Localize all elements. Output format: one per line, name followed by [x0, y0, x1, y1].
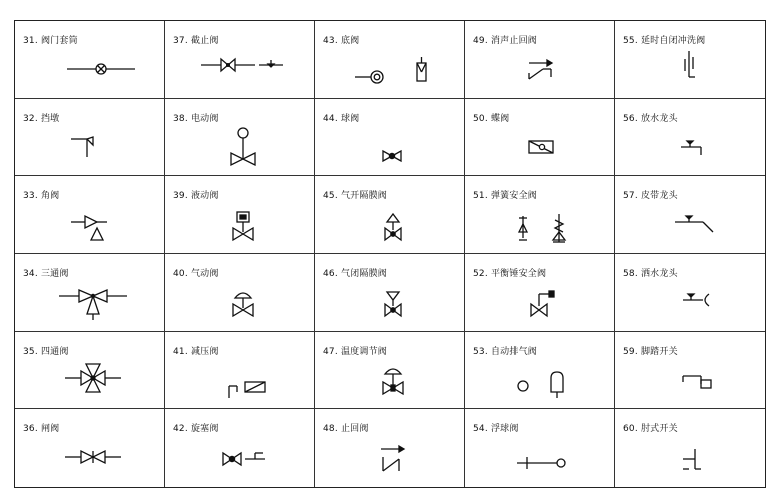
- symbol-label: 35. 四通阀: [23, 346, 69, 357]
- ball-valve-icon: [315, 125, 465, 173]
- plug-valve-icon: [165, 435, 315, 483]
- symbol-label: 31. 阀门套筒: [23, 36, 78, 46]
- table-cell: [165, 99, 315, 177]
- pressure-reducing-valve-icon: [165, 358, 315, 406]
- symbol-label: 52. 平衡锤安全阀: [473, 268, 547, 279]
- symbol-label: 39. 液动阀: [173, 191, 219, 202]
- symbol-label: 48. 止回阀: [323, 424, 369, 435]
- table-cell: [615, 99, 765, 177]
- table-cell: [465, 176, 615, 254]
- table-cell: [315, 409, 465, 487]
- air-close-diaphragm-valve-icon: [315, 280, 465, 328]
- symbol-label: 59. 脚踏开关: [623, 346, 678, 357]
- symbol-label: 43. 底阀: [323, 36, 360, 46]
- symbol-label: 42. 旋塞阀: [173, 424, 219, 435]
- table-cell: [165, 409, 315, 487]
- table-cell: [315, 254, 465, 332]
- symbol-label: 47. 温度调节阀: [323, 346, 387, 357]
- symbol-label: 51. 弹簧安全阀: [473, 191, 537, 202]
- silencer-check-valve-icon: [465, 47, 615, 95]
- table-cell: [165, 332, 315, 410]
- air-open-diaphragm-valve-icon: [315, 202, 465, 250]
- delayed-flush-valve-icon: [615, 47, 765, 95]
- three-way-valve-icon: [15, 280, 165, 328]
- table-cell: [315, 332, 465, 410]
- valve-symbol-table: [14, 20, 766, 488]
- check-valve-icon: [315, 435, 465, 483]
- table-cell: [15, 99, 165, 177]
- symbol-label: 40. 气动阀: [173, 268, 219, 279]
- butterfly-valve-icon: [465, 125, 615, 173]
- table-cell: [15, 332, 165, 410]
- table-cell: [165, 21, 315, 99]
- counterweight-safety-valve-icon: [465, 280, 615, 328]
- pneumatic-valve-icon: [165, 280, 315, 328]
- foot-valve-icon: [315, 47, 465, 95]
- hydraulic-valve-icon: [165, 202, 315, 250]
- table-cell: [615, 21, 765, 99]
- table-cell: [465, 99, 615, 177]
- hose-faucet-icon: [615, 202, 765, 250]
- sprinkler-faucet-icon: [615, 280, 765, 328]
- auto-air-vent-icon: [465, 358, 615, 406]
- table-cell: [165, 176, 315, 254]
- table-cell: [465, 409, 615, 487]
- table-cell: [615, 332, 765, 410]
- thrust-block-icon: [15, 125, 165, 173]
- symbol-label: 32. 挡墩: [23, 113, 60, 124]
- symbol-label: 60. 肘式开关: [623, 424, 678, 435]
- table-cell: [465, 332, 615, 410]
- table-cell: [15, 409, 165, 487]
- electric-valve-icon: [165, 125, 315, 173]
- table-cell: [465, 21, 615, 99]
- table-cell: [315, 99, 465, 177]
- symbol-label: 53. 自动排气阀: [473, 346, 537, 357]
- symbol-label: 50. 蝶阀: [473, 113, 510, 124]
- table-cell: [615, 176, 765, 254]
- valve-sleeve-icon: [15, 47, 165, 95]
- symbol-label: 55. 延时自闭冲洗阀: [623, 36, 706, 46]
- table-cell: [315, 21, 465, 99]
- symbol-label: 34. 三通阀: [23, 268, 69, 279]
- gate-valve-icon: [15, 435, 165, 483]
- symbol-label: 41. 减压阀: [173, 346, 219, 357]
- angle-valve-icon: [15, 202, 165, 250]
- table-cell: [15, 176, 165, 254]
- globe-valve-icon: [165, 47, 315, 95]
- symbol-label: 49. 消声止回阀: [473, 36, 537, 46]
- symbol-label: 45. 气开隔膜阀: [323, 191, 387, 202]
- symbol-label: 36. 闸阀: [23, 424, 60, 435]
- spring-safety-valve-icon: [465, 202, 615, 250]
- symbol-label: 58. 洒水龙头: [623, 268, 678, 279]
- table-cell: [465, 254, 615, 332]
- drain-faucet-icon: [615, 125, 765, 173]
- symbol-label: 37. 截止阀: [173, 36, 219, 46]
- table-cell: [15, 21, 165, 99]
- table-cell: [165, 254, 315, 332]
- temperature-control-valve-icon: [315, 358, 465, 406]
- symbol-label: 56. 放水龙头: [623, 113, 678, 124]
- table-cell: [315, 176, 465, 254]
- table-cell: [15, 254, 165, 332]
- four-way-valve-icon: [15, 358, 165, 406]
- symbol-label: 54. 浮球阀: [473, 424, 519, 435]
- table-cell: [615, 254, 765, 332]
- elbow-switch-icon: [615, 435, 765, 483]
- symbol-label: 33. 角阀: [23, 191, 60, 202]
- symbol-label: 46. 气闭隔膜阀: [323, 268, 387, 279]
- table-cell: [615, 409, 765, 487]
- symbol-label: 38. 电动阀: [173, 113, 219, 124]
- symbol-label: 57. 皮带龙头: [623, 191, 678, 202]
- symbol-label: 44. 球阀: [323, 113, 360, 124]
- foot-switch-icon: [615, 358, 765, 406]
- float-valve-icon: [465, 435, 615, 483]
